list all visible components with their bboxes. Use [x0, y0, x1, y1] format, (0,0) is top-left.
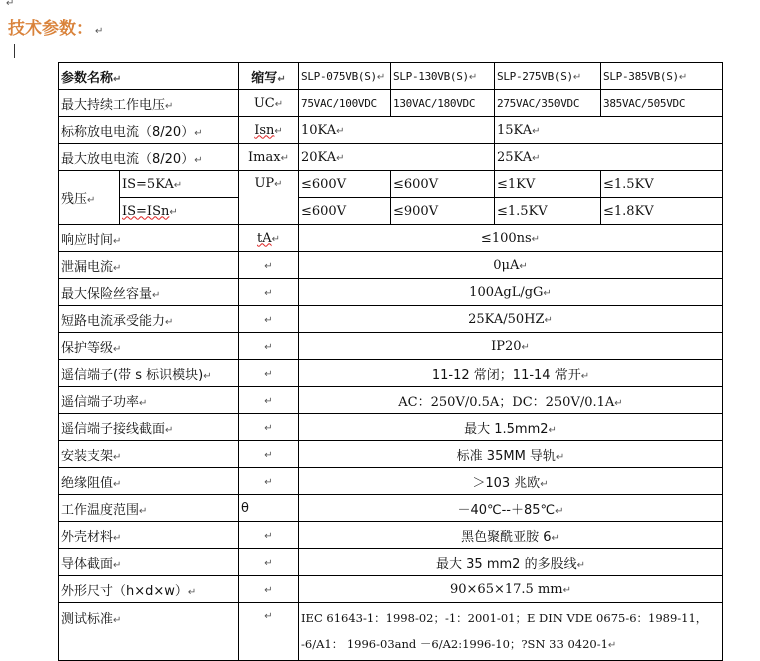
- row-value: ≤1KV: [495, 171, 601, 198]
- table-row: [59, 360, 723, 387]
- row-value: ≤1.5KV: [601, 171, 723, 198]
- row-name: 保护等级↵: [59, 333, 239, 360]
- row-abbr: ↵: [239, 549, 299, 576]
- header-param: 参数名称↵: [59, 63, 239, 90]
- standard-line-1: IEC 61643-1：1998-02；-1：2001-01；E DIN VDE 0675-6：1989-11，: [301, 610, 708, 625]
- table-row: [59, 387, 723, 414]
- row-abbr: tA↵: [239, 225, 299, 252]
- row-name: 残压↵: [59, 171, 120, 225]
- row-name: 响应时间↵: [59, 225, 239, 252]
- table-row: [59, 117, 723, 144]
- row-value: －40℃--＋85℃↵: [299, 495, 723, 522]
- row-value: ≤900V: [391, 198, 495, 225]
- row-value: 75VAC/100VDC: [299, 90, 391, 117]
- row-abbr: ↵: [239, 603, 299, 661]
- row-name: 绝缘阻值↵: [59, 468, 239, 495]
- row-value: 25KA/50HZ↵: [299, 306, 723, 333]
- row-name: 工作温度范围↵: [59, 495, 239, 522]
- row-value: ≤600V: [391, 171, 495, 198]
- row-value: 20KA↵: [299, 144, 495, 171]
- row-abbr: UP↵: [239, 171, 299, 225]
- row-abbr: ↵: [239, 333, 299, 360]
- table-row: [59, 306, 723, 333]
- spec-table: [58, 62, 723, 661]
- row-value: 0μA↵: [299, 252, 723, 279]
- row-value: ＞103 兆欧↵: [299, 468, 723, 495]
- row-value: ≤600V: [299, 171, 391, 198]
- row-name: 泄漏电流↵: [59, 252, 239, 279]
- row-value: ≤1.8KV: [601, 198, 723, 225]
- table-row: [59, 279, 723, 306]
- row-name: 遥信端子功率↵: [59, 387, 239, 414]
- row-name: 标称放电电流（8/20）↵: [59, 117, 239, 144]
- table-row: [59, 441, 723, 468]
- row-value: 25KA↵: [495, 144, 723, 171]
- row-value: 15KA↵: [495, 117, 723, 144]
- row-value: 10KA↵: [299, 117, 495, 144]
- table-row: [59, 198, 723, 225]
- row-abbr: ↵: [239, 414, 299, 441]
- table-row: [59, 252, 723, 279]
- table-row: [59, 144, 723, 171]
- row-value: ≤100ns↵: [299, 225, 723, 252]
- row-name: 遥信端子(带 s 标识模块)↵: [59, 360, 239, 387]
- heading-text: 技术参数：: [8, 19, 93, 39]
- row-abbr: ↵: [239, 441, 299, 468]
- row-sub-label: IS=5KA↵: [120, 171, 239, 198]
- row-abbr: ↵: [239, 522, 299, 549]
- row-sub-label: IS=ISn↵: [120, 198, 239, 225]
- row-name: 测试标准↵: [59, 603, 239, 661]
- row-abbr: ↵: [239, 306, 299, 333]
- row-value: 11-12 常闭；11-14 常开↵: [299, 360, 723, 387]
- row-name: 导体截面↵: [59, 549, 239, 576]
- table-row: [59, 333, 723, 360]
- table-row: [59, 468, 723, 495]
- row-value: 最大 1.5mm2↵: [299, 414, 723, 441]
- section-heading: [8, 14, 103, 39]
- row-value: 275VAC/350VDC: [495, 90, 601, 117]
- row-abbr: θ: [239, 495, 299, 522]
- table-row: [59, 495, 723, 522]
- row-abbr: ↵: [239, 279, 299, 306]
- row-abbr: Imax↵: [239, 144, 299, 171]
- row-value: ≤600V: [299, 198, 391, 225]
- row-abbr: ↵: [239, 387, 299, 414]
- row-value: 黑色聚酰亚胺 6↵: [299, 522, 723, 549]
- row-abbr: ↵: [239, 360, 299, 387]
- header-model-4: SLP-385VB(S)↵: [601, 63, 723, 90]
- row-value: [299, 603, 723, 661]
- row-value: 90×65×17.5 mm↵: [299, 576, 723, 603]
- row-value: 385VAC/505VDC: [601, 90, 723, 117]
- paragraph-mark: ↵: [95, 26, 104, 37]
- row-value: 130VAC/180VDC: [391, 90, 495, 117]
- row-abbr: ↵: [239, 576, 299, 603]
- row-abbr: ↵: [239, 252, 299, 279]
- table-row: [59, 549, 723, 576]
- row-name: 短路电流承受能力↵: [59, 306, 239, 333]
- row-value: 标准 35MM 导轨↵: [299, 441, 723, 468]
- row-abbr: UC↵: [239, 90, 299, 117]
- row-value: AC：250V/0.5A；DC：250V/0.1A↵: [299, 387, 723, 414]
- row-name: 遥信端子接线截面↵: [59, 414, 239, 441]
- table-row: [59, 414, 723, 441]
- table-row: [59, 90, 723, 117]
- table-row: [59, 603, 723, 661]
- standard-line-2: -6/A1： 1996-03and －6/A2:1996-10；?SN 33 0420-1↵: [301, 636, 617, 651]
- row-value: IP20↵: [299, 333, 723, 360]
- row-value: 最大 35 mm2 的多股线↵: [299, 549, 723, 576]
- row-name: 外形尺寸（h×d×w）↵: [59, 576, 239, 603]
- table-row: [59, 522, 723, 549]
- row-name: 安装支架↵: [59, 441, 239, 468]
- text-cursor[interactable]: [14, 44, 15, 58]
- row-name: 外壳材料↵: [59, 522, 239, 549]
- table-row: [59, 225, 723, 252]
- row-name: 最大持续工作电压↵: [59, 90, 239, 117]
- header-abbr: 缩写↵: [239, 63, 299, 90]
- row-name: 最大保险丝容量↵: [59, 279, 239, 306]
- row-value: ≤1.5KV: [495, 198, 601, 225]
- table-row-header: [59, 63, 723, 90]
- row-abbr: Isn↵: [239, 117, 299, 144]
- row-name: 最大放电电流（8/20）↵: [59, 144, 239, 171]
- table-row: [59, 576, 723, 603]
- paragraph-mark: ↵: [6, 0, 15, 9]
- table-row: [59, 171, 723, 198]
- header-model-1: SLP-075VB(S)↵: [299, 63, 391, 90]
- header-model-2: SLP-130VB(S)↵: [391, 63, 495, 90]
- row-abbr: ↵: [239, 468, 299, 495]
- row-value: 100AgL/gG↵: [299, 279, 723, 306]
- header-model-3: SLP-275VB(S)↵: [495, 63, 601, 90]
